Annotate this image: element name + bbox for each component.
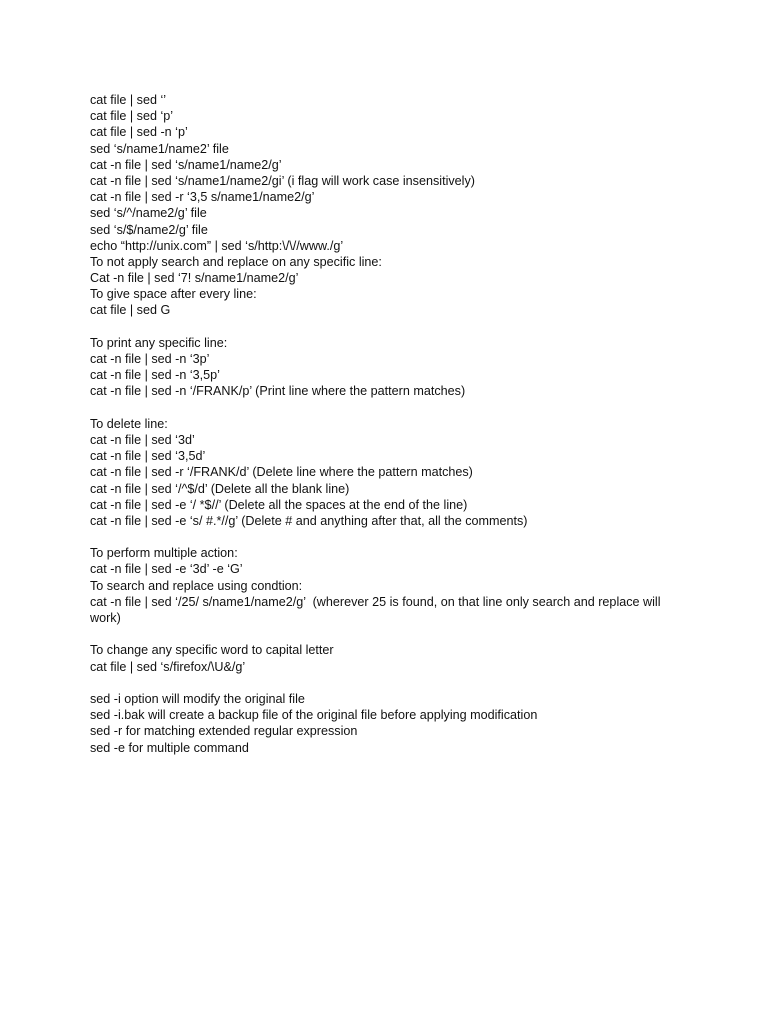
text-line: cat file | sed G	[90, 303, 171, 318]
text-line: sed ‘s/$/name2/g’ file	[90, 222, 208, 237]
text-line: To give space after every line:	[90, 287, 257, 302]
text-line: sed -i.bak will create a backup file of the original file before applying modification	[90, 708, 538, 723]
blank-line	[90, 400, 690, 416]
blank-line	[90, 529, 690, 545]
text-line: cat -n file | sed -e ‘3d’ -e ‘G’	[90, 562, 243, 577]
text-line: sed -e for multiple command	[90, 740, 249, 755]
text-line: cat file | sed -n ‘p’	[90, 125, 188, 140]
text-line: Cat -n file | sed ‘7! s/name1/name2/g’	[90, 271, 299, 286]
text-line: sed ‘s/name1/name2’ file	[90, 141, 229, 156]
text-line: cat -n file | sed ‘s/name1/name2/g’	[90, 157, 282, 172]
document-page	[90, 92, 690, 756]
text-line: sed -i option will modify the original file	[90, 691, 305, 706]
text-line: cat -n file | sed ‘/^$/d’ (Delete all the blank line)	[90, 481, 350, 496]
text-line: sed -r for matching extended regular expression	[90, 724, 358, 739]
text-line: cat -n file | sed -e ‘s/ #.*//g’ (Delete # and anything after that, all the comments)	[90, 513, 528, 528]
text-line: sed ‘s/^/name2/g’ file	[90, 206, 207, 221]
text-paragraph: cat -n file | sed ‘/25/ s/name1/name2/g’ (wherever 25 is found, on that line only search and replace will work)	[90, 594, 665, 626]
text-line: cat -n file | sed -n ‘3,5p’	[90, 368, 220, 383]
text-line: cat -n file | sed -r ‘3,5 s/name1/name2/g’	[90, 190, 315, 205]
text-line: cat -n file | sed -e ‘/ *$//’ (Delete all the spaces at the end of the line)	[90, 497, 468, 512]
text-line: cat file | sed ‘’	[90, 93, 167, 107]
text-line: cat -n file | sed ‘3d’	[90, 432, 195, 447]
blank-line	[90, 626, 690, 642]
text-line: cat -n file | sed ‘s/name1/name2/gi’ (i flag will work case insensitively)	[90, 173, 475, 188]
section-heading: To delete line:	[90, 416, 168, 431]
blank-line	[90, 319, 690, 335]
text-line: cat -n file | sed ‘3,5d’	[90, 449, 206, 464]
section-heading: To print any specific line:	[90, 335, 228, 350]
text-line: cat -n file | sed -n ‘/FRANK/p’ (Print line where the pattern matches)	[90, 384, 466, 399]
text-line: To not apply search and replace on any specific line:	[90, 254, 382, 269]
section-heading: To change any specific word to capital letter	[90, 643, 334, 658]
text-line: cat file | sed ‘p’	[90, 109, 174, 124]
text-line: cat file | sed ‘s/firefox/\U&/g’	[90, 659, 246, 674]
blank-line	[90, 675, 690, 691]
text-line: echo “http://unix.com” | sed ‘s/http:\/\//www./g’	[90, 238, 344, 253]
text-line: cat -n file | sed -r ‘/FRANK/d’ (Delete line where the pattern matches)	[90, 465, 473, 480]
text-line: cat -n file | sed -n ‘3p’	[90, 352, 210, 366]
section-heading: To search and replace using condtion:	[90, 578, 303, 593]
section-heading: To perform multiple action:	[90, 546, 238, 561]
